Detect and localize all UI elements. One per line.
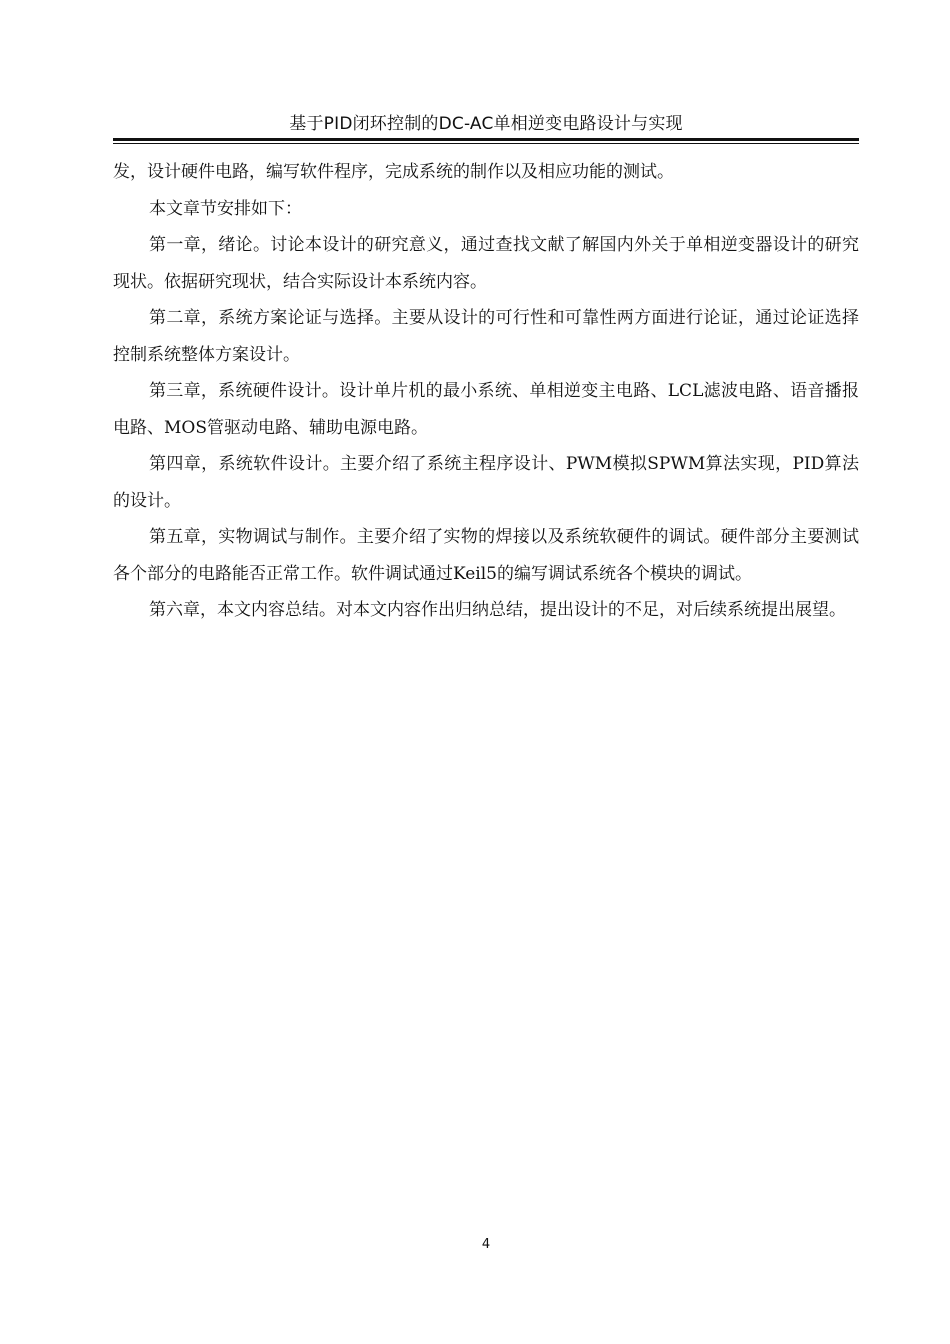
running-header-title: 基于PID闭环控制的DC-AC单相逆变电路设计与实现 [289,114,683,134]
header-rule-thin [113,143,859,144]
paragraph-chapter-1: 第一章，绪论。讨论本设计的研究意义，通过查找文献了解国内外关于单相逆变器设计的研究现状。依据研究现状，结合实际设计本系统内容。 [113,235,859,292]
paragraph-chapter-4: 第四章，系统软件设计。主要介绍了系统主程序设计、PWM模拟SPWM算法实现，PID算法的设计。 [113,454,859,511]
paragraph-chapter-5: 第五章，实物调试与制作。主要介绍了实物的焊接以及系统软硬件的调试。硬件部分主要测试各个部分的电路能否正常工作。软件调试通过Keil5的编写调试系统各个模块的调试。 [113,527,859,584]
paragraph-chapter-6: 第六章，本文内容总结。对本文内容作出归纳总结，提出设计的不足，对后续系统提出展望。 [149,600,846,620]
paragraph-outline-intro: 本文章节安排如下： [149,198,302,219]
paragraph-continuation: 发，设计硬件电路，编写软件程序，完成系统的制作以及相应功能的测试。 [113,162,674,182]
paragraph-chapter-3: 第三章，系统硬件设计。设计单片机的最小系统、单相逆变主电路、LCL滤波电路、语音播报电路、MOS管驱动电路、辅助电源电路。 [113,381,859,438]
page-number: 4 [481,1237,491,1252]
body-text [113,154,859,629]
paragraph-chapter-2: 第二章，系统方案论证与选择。主要从设计的可行性和可靠性两方面进行论证，通过论证选择控制系统整体方案设计。 [113,308,859,365]
header-rule-thick [113,138,859,141]
